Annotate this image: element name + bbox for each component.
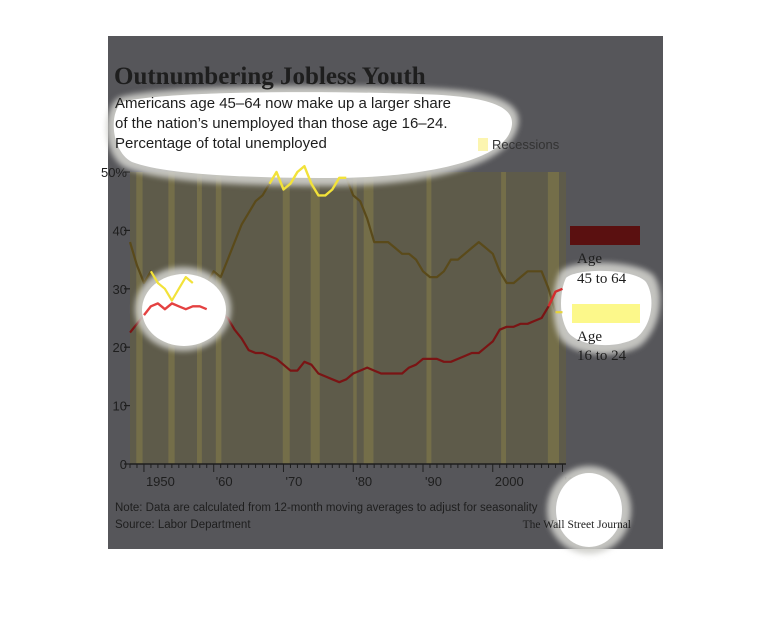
legend-label-45-64-line-1: Age bbox=[577, 251, 602, 267]
chart-note: Note: Data are calculated from 12-month moving averages to adjust for seasonality bbox=[115, 502, 538, 514]
chart-credit: The Wall Street Journal bbox=[522, 519, 631, 531]
x-tick-label: '80 bbox=[355, 474, 373, 489]
y-tick-label: 0 bbox=[119, 457, 127, 472]
legend-swatch-45-64 bbox=[570, 226, 640, 245]
legend-label-16-24-line-2: 16 to 24 bbox=[577, 348, 627, 364]
subtitle-line-1: Americans age 45–64 now make up a larger share bbox=[115, 95, 452, 112]
recession-band bbox=[283, 172, 290, 464]
legend-label-45-64-line-2: 45 to 64 bbox=[577, 271, 627, 287]
subtitle-line-3: Percentage of total unemployed bbox=[115, 135, 327, 152]
recession-band bbox=[501, 172, 506, 464]
y-tick-label: 30 bbox=[112, 281, 127, 297]
x-tick-label: '60 bbox=[215, 474, 233, 489]
recession-band bbox=[426, 172, 431, 464]
recessions-swatch bbox=[478, 138, 488, 151]
recession-band bbox=[353, 172, 356, 464]
legend-swatch-16-24 bbox=[572, 304, 640, 323]
legend-label-16-24-line-1: Age bbox=[577, 329, 602, 345]
chart-title: Outnumbering Jobless Youth bbox=[114, 63, 426, 90]
x-tick-label: '90 bbox=[424, 474, 442, 489]
subtitle-line-2: of the nation’s unemployed than those age 16–24. bbox=[115, 115, 448, 132]
chart-source: Source: Labor Department bbox=[115, 519, 251, 531]
x-tick-label: '70 bbox=[285, 474, 303, 489]
y-tick-label: 40 bbox=[112, 223, 127, 239]
recessions-label: Recessions bbox=[492, 137, 560, 152]
y-tick-label: 10 bbox=[112, 398, 127, 414]
y-tick-label: 50% bbox=[100, 165, 127, 180]
y-tick-label: 20 bbox=[112, 340, 127, 356]
x-tick-label: 2000 bbox=[494, 474, 524, 489]
recession-band bbox=[311, 172, 320, 464]
x-tick-label: 1950 bbox=[145, 474, 175, 489]
